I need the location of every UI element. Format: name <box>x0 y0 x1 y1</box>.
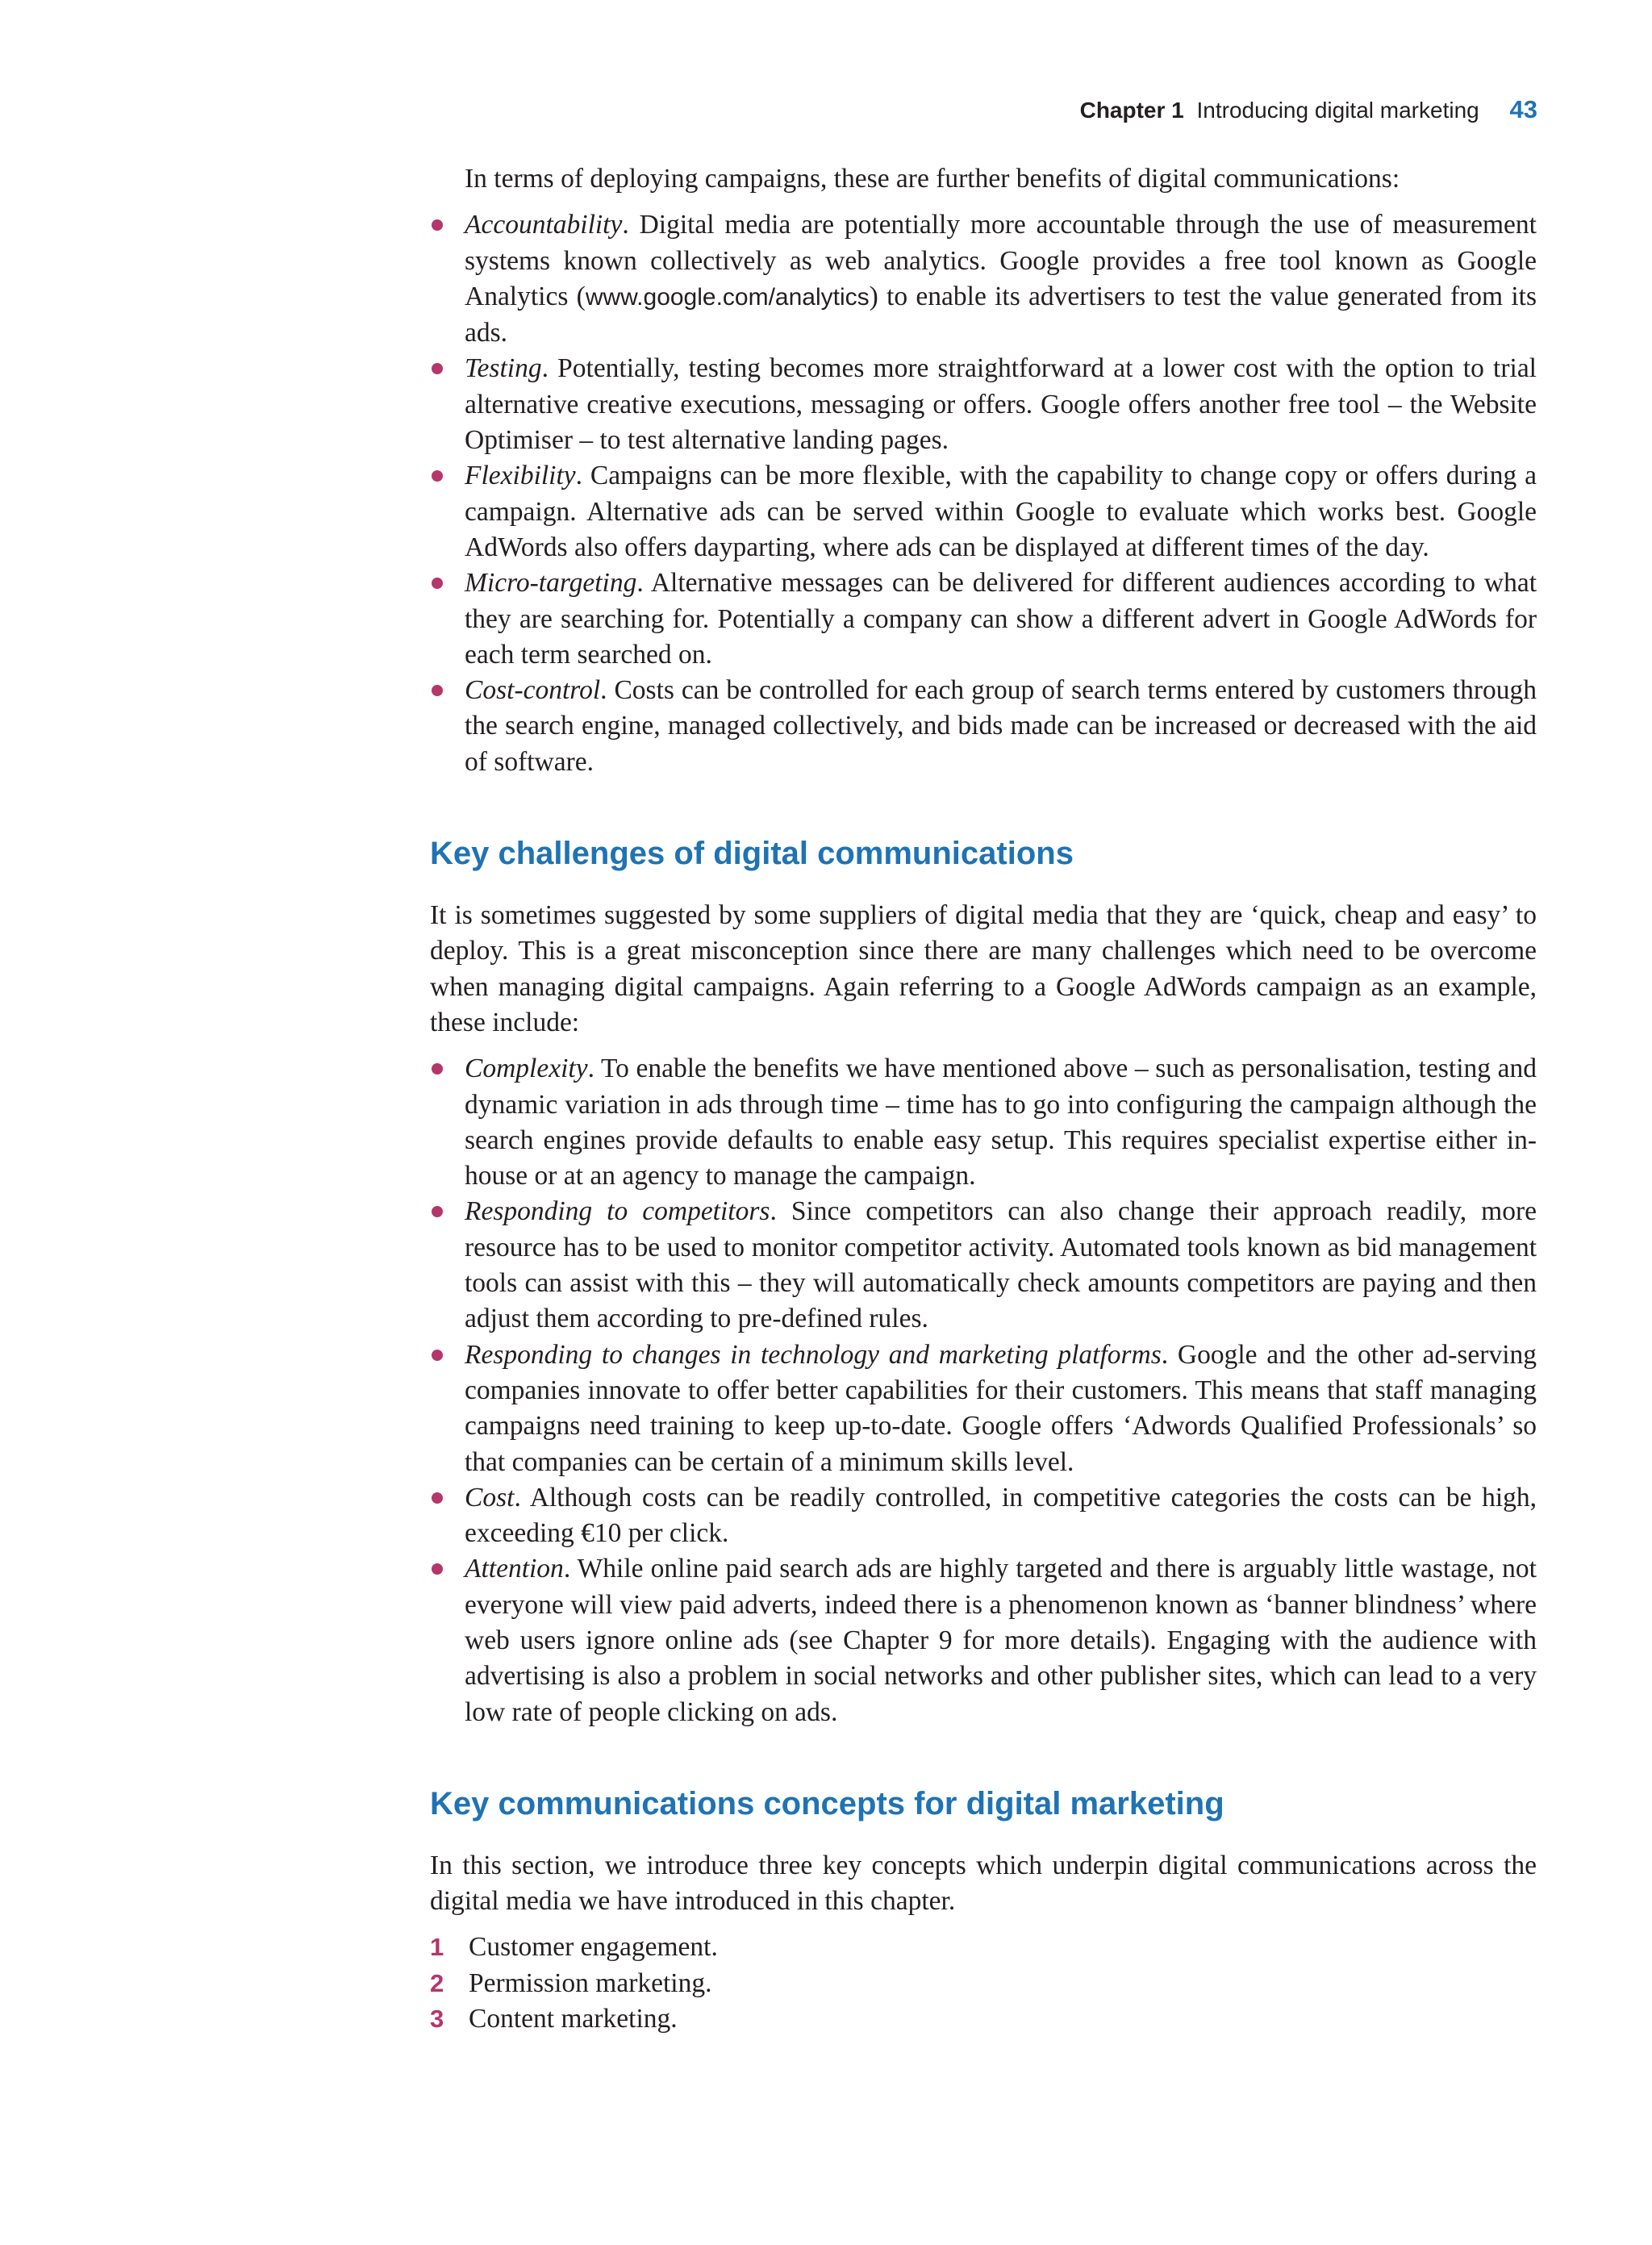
bullet-text: . Costs can be controlled for each group of search terms entered by customers through the search engine, managed collectively, and bids made can be increased or decreased with the aid of software. <box>465 675 1537 777</box>
bullet-text: . While online paid search ads are highly targeted and there is arguably little wastage, not everyone will view paid adverts, indeed there is a phenomenon known as ‘banner blindness’ where web users ignore online ads (see Chapter 9 for more details). Engaging with the audience with advertising is also a problem in social networks and other publisher sites, which can lead to a very low rate of people clicking on ads. <box>465 1554 1537 1727</box>
bullet-text: ) to enable its advertisers to test the value generated from its ads. <box>465 281 1537 348</box>
bullet-text: . Digital media are potentially more accountable through the use of measurement systems known collectively as web analytics. Google provides a free tool known as Google Analytics ( <box>465 210 1537 311</box>
list-item <box>430 565 1537 673</box>
running-head <box>1080 94 1537 127</box>
bullet-icon <box>432 470 443 482</box>
bullet-text: . To enable the benefits we have mentioned above – such as personalisation, testing and dynamic variation in ads through time – time has to go into configuring the campaign although the search engines provide defaults to enable easy setup. This requires specialist expertise either in-house or at an agency to manage the campaign. <box>465 1054 1537 1191</box>
bullet-term: Complexity <box>465 1054 588 1084</box>
bullet-icon <box>432 578 443 589</box>
bullet-text: . Potentially, testing becomes more straightforward at a lower cost with the option to trial alternative creative executions, messaging or offers. Google offers another free tool – the Website Optimiser – to test alternative landing pages. <box>465 353 1537 456</box>
list-item <box>430 1194 1537 1337</box>
bullet-icon <box>432 1350 443 1361</box>
bullet-text: . Alternative messages can be delivered for different audiences according to what they are searching for. Potentially a company can show a different advert in Google AdWords for each term searched on. <box>465 568 1537 670</box>
bullet-term: Attention <box>465 1554 564 1584</box>
benefits-list <box>430 207 1537 780</box>
bullet-icon <box>432 1206 443 1217</box>
concepts-intro: In this section, we introduce three key concepts which underpin digital communications across the digital media we have introduced in this chapter. <box>430 1850 1537 1917</box>
concepts-list <box>430 1930 1537 2037</box>
bullet-term: Flexibility <box>465 461 576 491</box>
list-item <box>430 1930 1537 1965</box>
bullet-text: . Since competitors can also change their approach readily, more resource has to be used to monitor competitor activity. Automated tools known as bid management tools can assist with this – they will automatically check amounts competitors are paying and then adjust them according to pre-defined rules. <box>465 1196 1537 1334</box>
chapter-label: Chapter 1 <box>1079 98 1184 123</box>
list-item <box>430 1337 1537 1480</box>
list-item <box>430 458 1537 565</box>
analytics-link[interactable]: www.google.com/analytics <box>585 283 870 311</box>
list-item <box>430 2001 1537 2037</box>
list-item <box>430 1051 1537 1194</box>
list-number: 1 <box>430 1933 444 1962</box>
bullet-term: Responding to changes in technology and marketing platforms <box>465 1339 1162 1370</box>
bullet-icon <box>432 219 443 231</box>
list-item <box>430 351 1537 458</box>
list-item <box>430 1480 1537 1552</box>
bullet-text: . Although costs can be readily controlled, in competitive categories the costs can be high, exceeding €10 per click. <box>465 1482 1537 1549</box>
bullet-term: Responding to competitors <box>465 1196 770 1227</box>
bullet-icon <box>432 363 443 374</box>
benefits-intro: In terms of deploying campaigns, these are further benefits of digital communications: <box>465 164 1400 194</box>
section-heading-challenges: Key challenges of digital communications <box>430 836 1074 872</box>
list-item <box>430 1551 1537 1730</box>
list-item <box>430 673 1537 780</box>
list-item-text: Content marketing. <box>469 2004 678 2034</box>
bullet-term: Testing <box>465 353 542 384</box>
challenges-intro: It is sometimes suggested by some suppliers of digital media that they are ‘quick, cheap and easy’ to deploy. This is a great misconception since there are many challenges which need to be overcome when managing digital campaigns. Again referring to a Google AdWords campaign as an example, these include: <box>430 900 1537 1037</box>
chapter-title: Introducing digital marketing <box>1196 98 1479 123</box>
bullet-term: Cost <box>465 1482 515 1513</box>
list-item <box>430 207 1537 351</box>
bullet-term: Accountability <box>465 210 623 240</box>
bullet-text: . Campaigns can be more flexible, with the capability to change copy or offers during a campaign. Alternative ads can be served within Google to evaluate which works best. Google AdWords also offers dayparting, where ads can be displayed at different times of the day. <box>465 461 1537 562</box>
list-item <box>430 1966 1537 2001</box>
list-number: 3 <box>430 2005 444 2034</box>
bullet-icon <box>432 685 443 696</box>
bullet-icon <box>432 1563 443 1575</box>
list-number: 2 <box>430 1968 444 1997</box>
challenges-list <box>430 1051 1537 1730</box>
page-content <box>430 161 1537 2037</box>
bullet-icon <box>432 1063 443 1075</box>
section-heading-concepts: Key communications concepts for digital marketing <box>430 1785 1224 1821</box>
list-item-text: Customer engagement. <box>469 1932 718 1963</box>
bullet-term: Micro-targeting <box>465 568 637 599</box>
bullet-term: Cost-control <box>465 675 601 706</box>
list-item-text: Permission marketing. <box>469 1968 712 1998</box>
page-number: 43 <box>1509 95 1537 123</box>
bullet-text: . Google and the other ad-serving companies innovate to offer better capabilities for their customers. This means that staff managing campaigns need training to keep up-to-date. Google offers ‘Adwords Qualified Professionals’ so that companies can be certain of a minimum skills level. <box>465 1339 1537 1477</box>
bullet-icon <box>432 1492 443 1504</box>
